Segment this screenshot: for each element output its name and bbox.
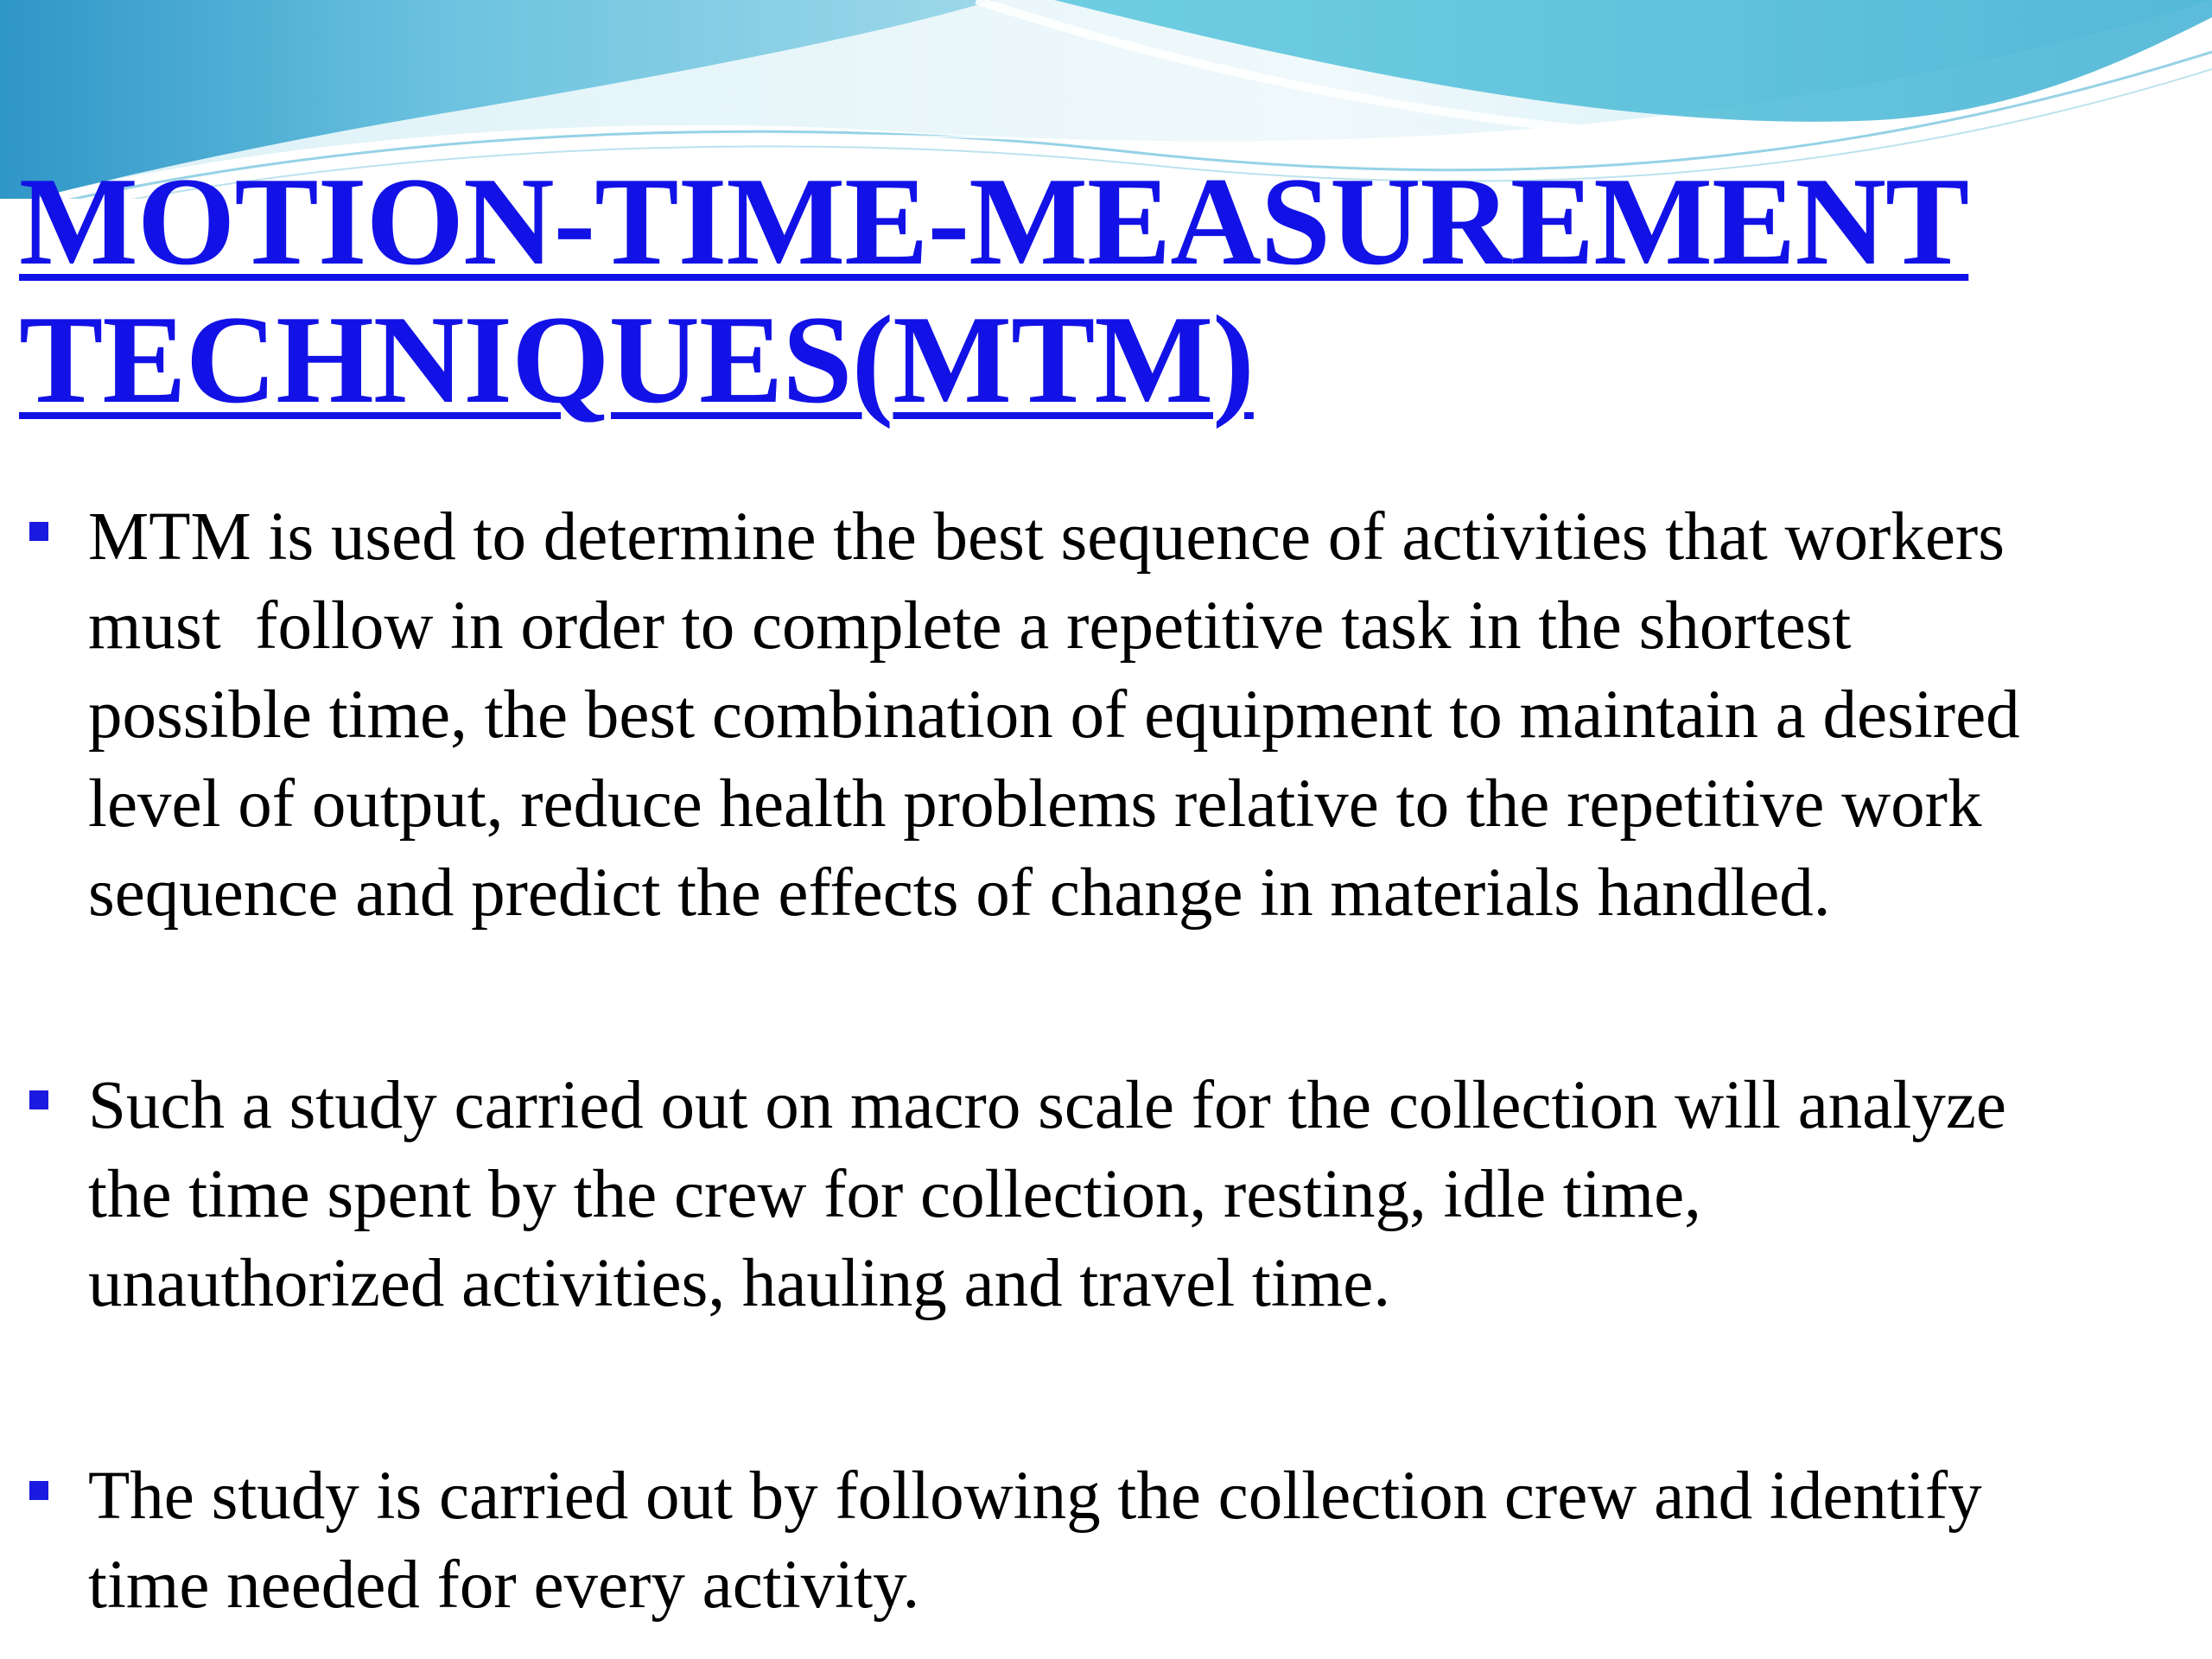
bullet-text-line: MTM is used to determine the best sequence of activities that workers [88,499,2005,575]
square-bullet-icon [29,1481,48,1500]
bullet-text-line: the time spent by the crew for collection, resting, idle time, [88,1157,1701,1232]
slide-title-line: MOTION-TIME-MEASUREMENT [19,151,1969,291]
bullet-text [88,1452,2196,1630]
slide-title [19,152,2093,429]
bullet-text-line: must follow in order to complete a repetitive task in the shortest [88,588,1852,664]
bullet-text [88,493,2196,938]
slide-title-line: TECHNIQUES(MTM) [19,289,1254,429]
bullet-text-line: The study is carried out by following the collection crew and identify [88,1459,1982,1534]
bullet-text-line: unauthorized activities, hauling and travel time. [88,1246,1391,1321]
bullet-text-line: possible time, the best combination of equipment to maintain a desired [88,677,2020,753]
bullet-text-line: sequence and predict the effects of change in materials handled. [88,855,1831,931]
bullet-text-line: level of output, reduce health problems relative to the repetitive work [88,766,1982,842]
bullet-text-line: time needed for every activity. [88,1548,920,1623]
bullet-item [88,493,2196,938]
bullet-text-line: Such a study carried out on macro scale for the collection will analyze [88,1068,2006,1143]
square-bullet-icon [29,522,48,541]
bullet-item [88,1061,2196,1328]
bullet-item [88,1452,2196,1630]
square-bullet-icon [29,1090,48,1109]
bullet-text [88,1061,2196,1328]
